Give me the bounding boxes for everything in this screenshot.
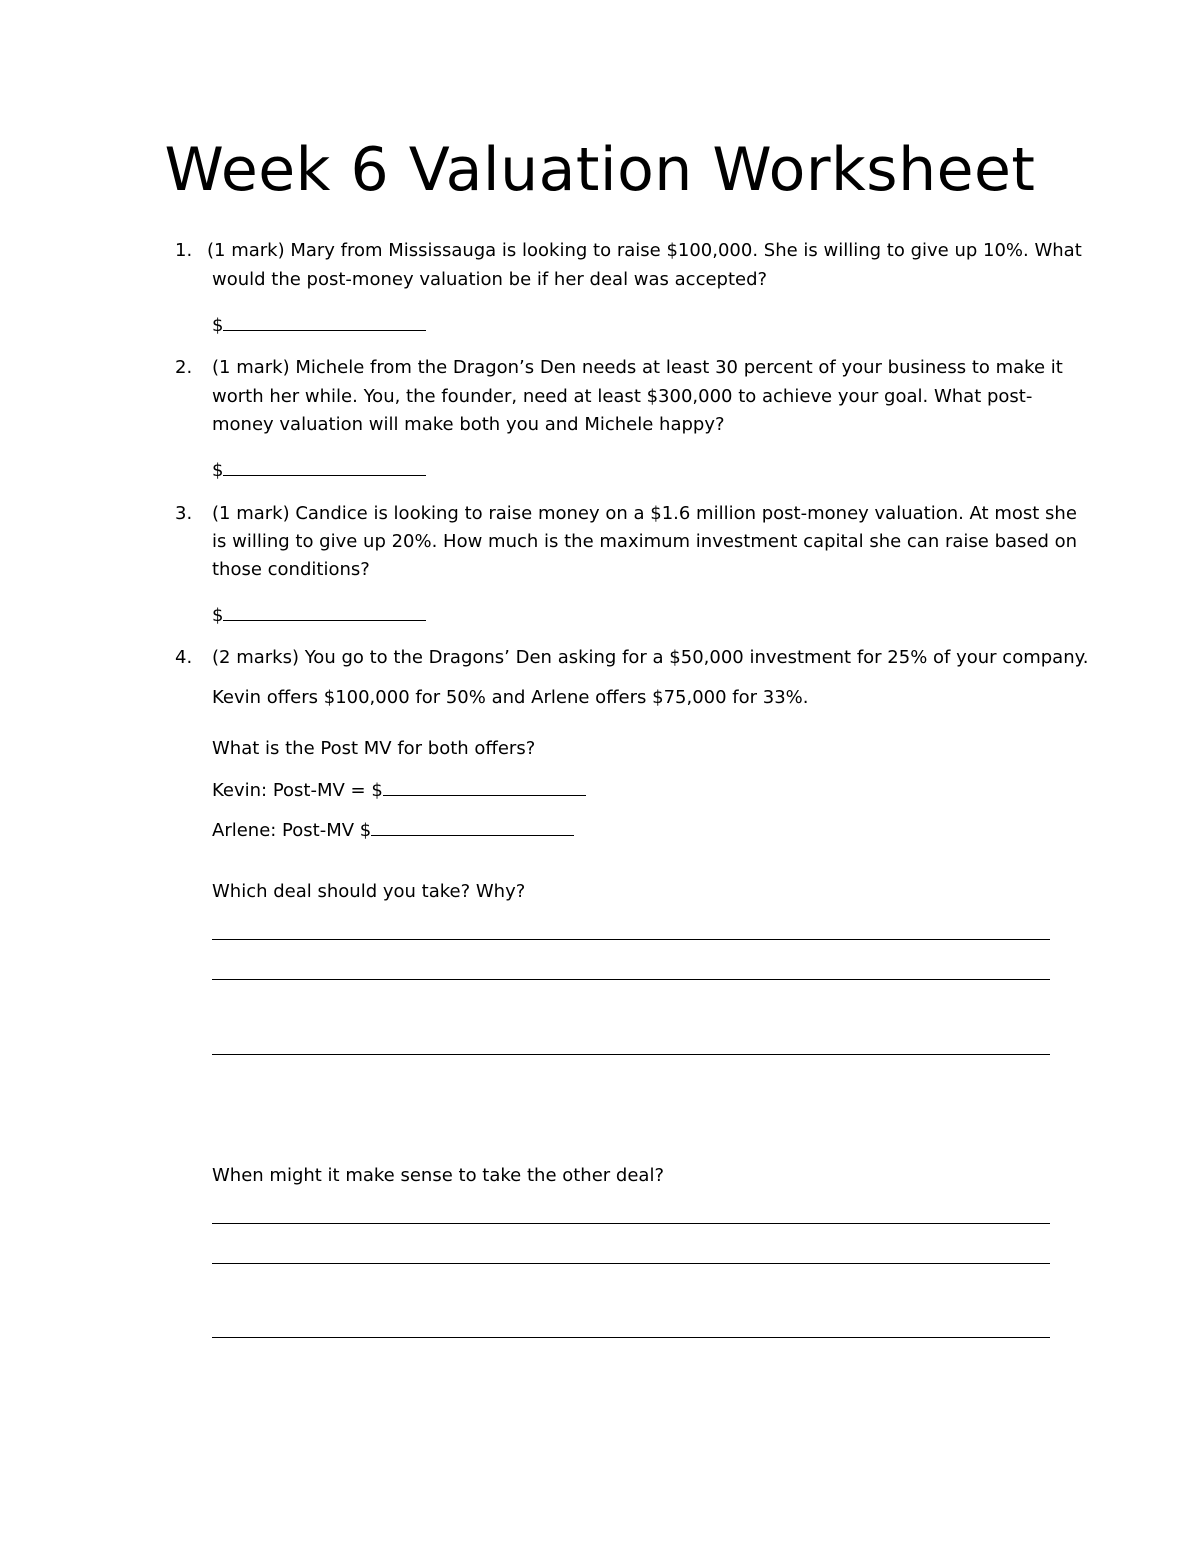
question-1-answer-blank[interactable]	[223, 312, 426, 331]
question-2-answer[interactable]	[212, 457, 426, 483]
arlene-post-mv-label: Arlene: Post-MV $	[212, 820, 372, 841]
question-3-answer-prefix: $	[212, 605, 224, 626]
question-4-prompt: What is the Post MV for both offers?	[212, 738, 536, 759]
question-2-line-1: (1 mark) Michele from the Dragon’s Den needs at least 30 percent of your business to make it	[212, 357, 1063, 378]
other-deal-answer-line-1[interactable]	[212, 1223, 1050, 1224]
question-1-number: 1.	[175, 240, 193, 261]
which-deal-answer-line-2[interactable]	[212, 979, 1050, 980]
question-3-answer[interactable]	[212, 602, 426, 628]
which-deal-question: Which deal should you take? Why?	[212, 881, 526, 902]
kevin-post-mv-label: Kevin: Post-MV = $	[212, 780, 383, 801]
question-4-line-1: (2 marks) You go to the Dragons’ Den asking for a $50,000 investment for 25% of your company.	[212, 647, 1089, 668]
question-2-answer-blank[interactable]	[223, 457, 426, 476]
question-2-line-3: money valuation will make both you and Michele happy?	[212, 414, 725, 435]
other-deal-answer-line-3[interactable]	[212, 1337, 1050, 1338]
other-deal-answer-line-2[interactable]	[212, 1263, 1050, 1264]
question-3-line-3: those conditions?	[212, 559, 370, 580]
question-3-line-2: is willing to give up 20%. How much is the maximum investment capital she can raise based on	[212, 531, 1078, 552]
question-3-answer-blank[interactable]	[223, 602, 426, 621]
question-4-number: 4.	[175, 647, 193, 668]
question-3-number: 3.	[175, 503, 193, 524]
which-deal-answer-line-1[interactable]	[212, 939, 1050, 940]
question-2-number: 2.	[175, 357, 193, 378]
arlene-post-mv-blank[interactable]	[371, 817, 574, 836]
question-4-line-2: Kevin offers $100,000 for 50% and Arlene offers $75,000 for 33%.	[212, 687, 809, 708]
question-1-answer[interactable]	[212, 312, 426, 338]
arlene-post-mv-answer[interactable]	[212, 817, 574, 843]
kevin-post-mv-answer[interactable]	[212, 777, 586, 803]
kevin-post-mv-blank[interactable]	[383, 777, 586, 796]
page-title: Week 6 Valuation Worksheet	[164, 135, 1036, 205]
question-2-line-2: worth her while. You, the founder, need at least $300,000 to achieve your goal. What post-	[212, 386, 1033, 407]
which-deal-answer-line-3[interactable]	[212, 1054, 1050, 1055]
question-1-line-1: (1 mark) Mary from Mississauga is looking to raise $100,000. She is willing to give up 10%. What	[207, 240, 1082, 261]
question-3-line-1: (1 mark) Candice is looking to raise money on a $1.6 million post-money valuation. At most she	[212, 503, 1077, 524]
question-1-line-2: would the post-money valuation be if her deal was accepted?	[212, 269, 768, 290]
question-1-answer-prefix: $	[212, 315, 224, 336]
question-2-answer-prefix: $	[212, 460, 224, 481]
other-deal-question: When might it make sense to take the other deal?	[212, 1165, 664, 1186]
